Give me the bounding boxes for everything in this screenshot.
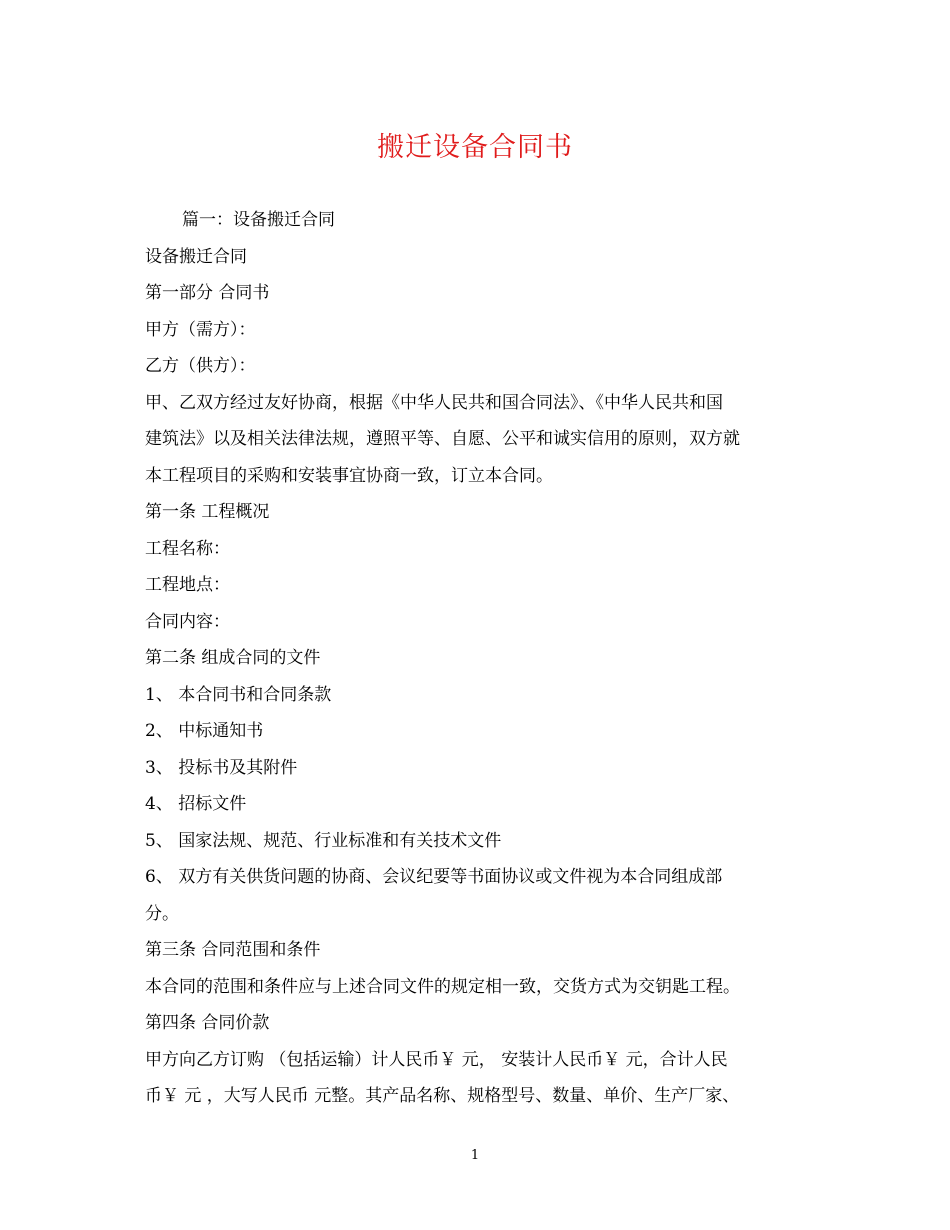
- paragraph: 币￥ 元 ，大写人民币 元整。其产品名称、规格型号、数量、单价、生产厂家、: [145, 1086, 740, 1106]
- document-body: [145, 202, 805, 1115]
- paragraph: 合同内容：: [145, 611, 230, 632]
- list-item: 3、 投标书及其附件: [145, 757, 298, 778]
- article-heading: 第一条 工程概况: [145, 502, 270, 522]
- list-item-continuation: 分。: [145, 903, 179, 924]
- paragraph: 甲方向乙方订购 （包括运输）计人民币￥ 元， 安装计人民币￥ 元，合计人民: [145, 1049, 728, 1070]
- article-heading: 第四条 合同价款: [145, 1013, 270, 1033]
- article-heading: 第三条 合同范围和条件: [145, 940, 321, 960]
- section-heading: 篇一：设备搬迁合同: [182, 210, 335, 230]
- list-item: 1、 本合同书和合同条款: [145, 684, 332, 705]
- list-item: 2、 中标通知书: [145, 721, 264, 741]
- page-number: 1: [470, 1148, 480, 1163]
- paragraph: 本合同的范围和条件应与上述合同文件的规定相一致，交货方式为交钥匙工程。: [145, 976, 740, 997]
- paragraph: 第一部分 合同书: [145, 283, 270, 303]
- party-a-line: 甲方（需方）：: [145, 319, 256, 340]
- paragraph: 本工程项目的采购和安装事宜协商一致，订立本合同。: [145, 465, 553, 486]
- paragraph: 工程地点：: [145, 575, 230, 595]
- paragraph: 设备搬迁合同: [145, 246, 247, 267]
- paragraph: 工程名称：: [145, 538, 230, 559]
- paragraph: 建筑法》以及相关法律法规，遵照平等、自愿、公平和诚实信用的原则，双方就: [145, 429, 740, 449]
- list-item: 4、 招标文件: [145, 794, 247, 814]
- party-b-line: 乙方（供方）：: [145, 356, 256, 376]
- document-title: 搬迁设备合同书: [377, 132, 573, 163]
- list-item: 5、 国家法规、规范、行业标准和有关技术文件: [145, 830, 502, 851]
- paragraph: 甲、乙双方经过友好协商，根据《中华人民共和国合同法》、《中华人民共和国: [145, 392, 723, 413]
- article-heading: 第二条 组成合同的文件: [145, 648, 321, 668]
- list-item: 6、 双方有关供货问题的协商、会议纪要等书面协议或文件视为本合同组成部: [145, 867, 723, 887]
